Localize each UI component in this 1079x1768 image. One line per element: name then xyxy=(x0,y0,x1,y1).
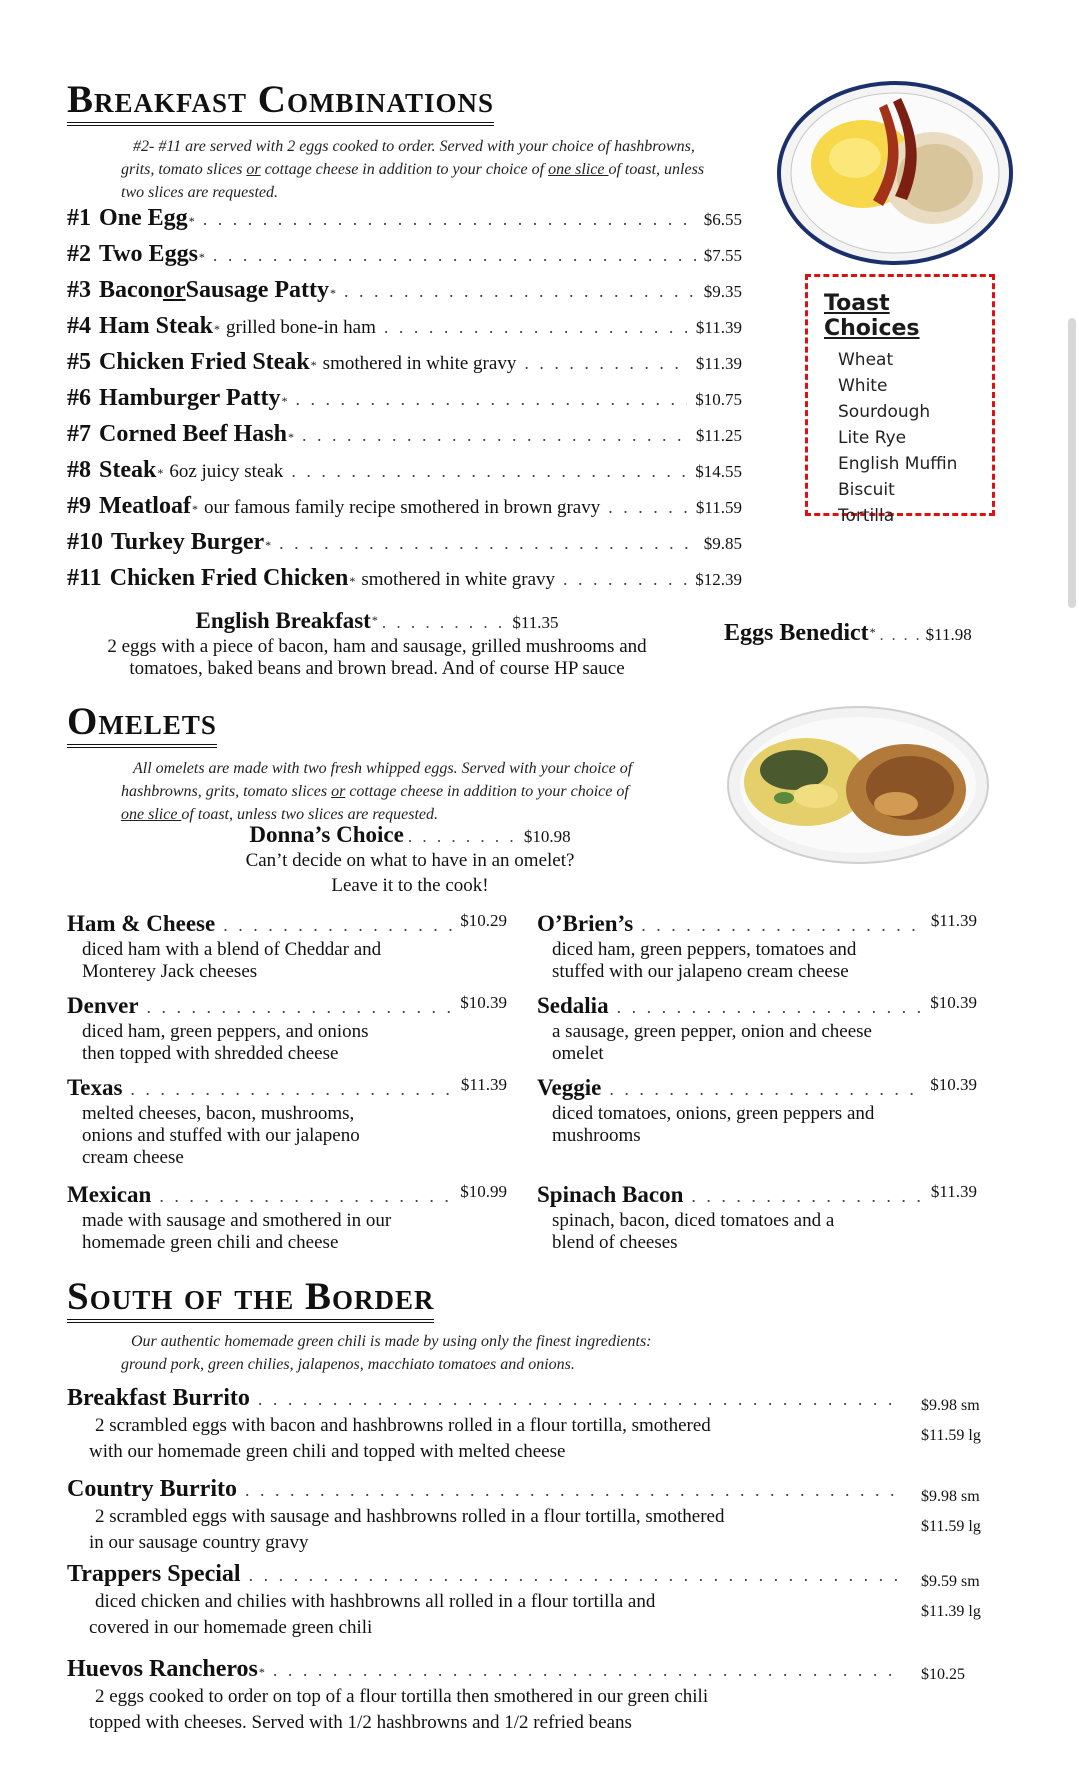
item-desc: diced ham, green peppers, and onions xyxy=(82,1021,369,1042)
toast-option: Sourdough xyxy=(838,402,931,422)
item-desc: onions and stuffed with our jalapeno xyxy=(82,1125,360,1146)
dot-leader xyxy=(147,997,453,1018)
menu-item xyxy=(67,457,742,493)
dot-leader xyxy=(273,1660,899,1681)
item-price: $11.25 xyxy=(695,426,742,445)
omelet-plate-photo xyxy=(724,700,992,870)
item-desc: diced chicken and chilies with hashbrowns all rolled in a flour tortilla and xyxy=(95,1591,656,1612)
item-name: Steak xyxy=(99,457,157,483)
item-number: #8 xyxy=(67,457,91,483)
star-icon: * xyxy=(265,538,272,552)
item-desc: made with sausage and smothered in our xyxy=(82,1210,392,1231)
dot-leader xyxy=(524,353,688,374)
dot-leader xyxy=(608,497,688,518)
dot-leader xyxy=(258,1389,899,1410)
toast-choices-box xyxy=(805,274,995,526)
item-number: #3 xyxy=(67,277,91,303)
item-desc: grilled bone-in ham xyxy=(226,317,376,338)
item-desc: homemade green chili and cheese xyxy=(82,1232,339,1253)
item-name: Donna’s Choice xyxy=(249,822,404,847)
price-large: $11.39 lg xyxy=(921,1603,981,1620)
item-price: $11.59 xyxy=(695,498,742,517)
intro-line: cottage cheese in addition to your choice of xyxy=(345,783,629,800)
item-price: $7.55 xyxy=(703,246,742,265)
toast-option: Lite Rye xyxy=(838,428,907,448)
menu-item xyxy=(67,385,742,421)
item-name: Turkey Burger xyxy=(111,529,265,555)
dot-leader xyxy=(384,317,688,338)
price-small: $9.98 sm xyxy=(921,1488,980,1505)
menu-item xyxy=(67,241,742,277)
intro-line: grits, tomato slices xyxy=(121,161,247,178)
item-name: Mexican xyxy=(67,1182,152,1207)
item-number: #2 xyxy=(67,241,91,267)
item-name: Hamburger Patty xyxy=(99,385,281,411)
omelets-intro xyxy=(121,757,721,826)
item-desc: a sausage, green pepper, onion and cheese xyxy=(552,1021,872,1042)
item-name: Chicken Fried Chicken xyxy=(109,565,349,591)
star-icon: * xyxy=(157,466,164,480)
section-title-breakfast: Breakfast Combinations xyxy=(67,78,494,126)
item-number: #6 xyxy=(67,385,91,411)
item-desc: diced ham with a blend of Cheddar and xyxy=(82,939,382,960)
item-name: Meatloaf xyxy=(99,493,191,519)
toast-option: Biscuit xyxy=(838,480,895,500)
item-name: Texas xyxy=(67,1075,123,1100)
item-desc: covered in our homemade green chili xyxy=(89,1617,373,1638)
item-name: Country Burrito xyxy=(67,1476,237,1502)
item-desc: 2 scrambled eggs with bacon and hashbrowns rolled in a flour tortilla, smothered xyxy=(95,1415,711,1436)
dot-leader: . . . . . . . . xyxy=(407,827,524,846)
item-desc: 2 eggs with a piece of bacon, ham and sausage, grilled mushrooms and xyxy=(107,636,647,657)
item-desc: topped with cheeses. Served with 1/2 hashbrowns and 1/2 refried beans xyxy=(89,1712,632,1733)
dot-leader xyxy=(279,533,696,554)
english-breakfast xyxy=(67,608,687,680)
menu-item xyxy=(67,349,742,385)
dot-leader xyxy=(691,1186,923,1207)
item-desc: then topped with shredded cheese xyxy=(82,1043,339,1064)
item-name: Chicken Fried Steak xyxy=(99,349,310,375)
item-name: Denver xyxy=(67,993,139,1018)
dot-leader xyxy=(159,1186,452,1207)
item-price: $10.39 xyxy=(930,1075,977,1094)
item-desc: 2 scrambled eggs with sausage and hashbrowns rolled in a flour tortilla, smothered xyxy=(95,1506,725,1527)
item-number: #11 xyxy=(67,565,102,591)
item-desc: our famous family recipe smothered in brown gravy xyxy=(203,497,601,518)
menu-item xyxy=(67,313,742,349)
item-price: $9.35 xyxy=(703,282,742,301)
dot-leader xyxy=(130,1079,452,1100)
item-name: Sedalia xyxy=(537,993,609,1018)
item-name: Ham & Cheese xyxy=(67,911,216,936)
item-name-or: or xyxy=(163,277,186,303)
item-name: O’Brien’s xyxy=(537,911,634,936)
item-number: #4 xyxy=(67,313,91,339)
omelet-item xyxy=(537,1182,977,1254)
intro-line: of toast, unless xyxy=(608,161,705,178)
item-price: $11.39 xyxy=(695,354,742,373)
item-price: $11.39 xyxy=(930,911,977,930)
item-price: $9.85 xyxy=(703,534,742,553)
item-name: One Egg xyxy=(99,205,188,231)
item-desc: omelet xyxy=(552,1043,604,1064)
south-intro xyxy=(121,1330,761,1376)
star-icon: * xyxy=(288,430,294,444)
intro-one-slice: one slice xyxy=(121,806,182,823)
dot-leader xyxy=(296,389,688,410)
item-desc: melted cheeses, bacon, mushrooms, xyxy=(82,1103,355,1124)
item-desc: in our sausage country gravy xyxy=(89,1532,309,1553)
south-item xyxy=(67,1656,1007,1735)
price-small: $9.98 sm xyxy=(921,1397,980,1414)
item-price: $11.35 xyxy=(512,613,559,632)
menu-item xyxy=(67,493,742,529)
donnas-choice xyxy=(170,822,650,898)
item-name: Breakfast Burrito xyxy=(67,1385,250,1411)
intro-line: #2- #11 are served with 2 eggs cooked to order. Served with your choice of hashbrowns, xyxy=(133,138,695,155)
item-price: $10.29 xyxy=(460,911,507,930)
star-icon: * xyxy=(281,394,288,408)
item-name: Spinach Bacon xyxy=(537,1182,684,1207)
star-icon: * xyxy=(198,250,205,264)
dot-leader xyxy=(203,209,696,230)
breakfast-intro xyxy=(121,135,771,204)
item-desc: diced ham, green peppers, tomatoes and xyxy=(552,939,857,960)
omelet-item xyxy=(67,1075,507,1169)
scrollbar-thumb[interactable] xyxy=(1068,318,1076,608)
item-price: $10.39 xyxy=(930,993,977,1012)
item-desc: mushrooms xyxy=(552,1125,641,1146)
south-item xyxy=(67,1476,1007,1555)
item-price: $10.99 xyxy=(460,1182,507,1201)
omelet-item xyxy=(67,1182,507,1254)
dot-leader xyxy=(213,245,696,266)
intro-line: All omelets are made with two fresh whipped eggs. Served with your choice of xyxy=(133,760,633,777)
dot-leader xyxy=(344,281,696,302)
star-icon: * xyxy=(258,1665,265,1679)
item-desc: Can’t decide on what to have in an omelet? xyxy=(245,850,575,871)
item-desc: diced tomatoes, onions, green peppers and xyxy=(552,1103,875,1124)
item-number: #10 xyxy=(67,529,103,555)
item-name: Two Eggs xyxy=(99,241,198,267)
item-name: Trappers Special xyxy=(67,1561,241,1587)
item-name: Bacon xyxy=(99,277,164,303)
item-name: Sausage Patty xyxy=(185,277,330,303)
menu-item xyxy=(67,205,742,241)
item-name: Eggs Benedict xyxy=(724,620,869,646)
star-icon: * xyxy=(330,286,337,300)
toast-option: White xyxy=(838,376,888,396)
menu-item xyxy=(67,421,742,457)
toast-option: English Muffin xyxy=(838,454,958,474)
omelet-item xyxy=(537,911,977,983)
omelet-item xyxy=(537,993,977,1065)
star-icon: * xyxy=(188,214,195,228)
intro-line: Our authentic homemade green chili is made by using only the finest ingredients: xyxy=(131,1333,652,1350)
intro-line: two slices are requested. xyxy=(121,184,279,201)
item-name: English Breakfast xyxy=(195,608,371,633)
price-small: $9.59 sm xyxy=(921,1573,980,1590)
item-desc: cream cheese xyxy=(82,1147,184,1168)
item-desc: smothered in white gravy xyxy=(361,569,556,590)
toast-option: Tortilla xyxy=(838,506,895,526)
item-name: Ham Steak xyxy=(99,313,213,339)
dot-leader xyxy=(641,915,923,936)
item-name: Corned Beef Hash xyxy=(99,421,287,447)
price-single: $10.25 xyxy=(921,1666,965,1683)
item-name: Veggie xyxy=(537,1075,602,1100)
item-desc: tomatoes, baked beans and brown bread. And of course HP sauce xyxy=(129,658,625,679)
item-desc: Monterey Jack cheeses xyxy=(82,961,258,982)
dot-leader xyxy=(563,569,687,590)
item-desc: stuffed with our jalapeno cream cheese xyxy=(552,961,849,982)
item-price: $10.39 xyxy=(460,993,507,1012)
menu-item xyxy=(67,529,742,565)
intro-line: ground pork, green chilies, jalapenos, macchiato tomatoes and onions. xyxy=(121,1356,575,1373)
eggs-benedict xyxy=(724,620,972,647)
item-number: #7 xyxy=(67,421,91,447)
star-icon: * xyxy=(349,574,356,588)
star-icon: * xyxy=(310,358,317,372)
item-price: $11.39 xyxy=(695,318,742,337)
item-desc: blend of cheeses xyxy=(552,1232,678,1253)
item-number: #1 xyxy=(67,205,91,231)
dot-leader xyxy=(223,915,452,936)
item-name: Huevos Rancheros xyxy=(67,1656,258,1682)
intro-one-slice: one slice xyxy=(548,161,609,178)
omelet-item xyxy=(67,993,507,1065)
item-desc: smothered in white gravy xyxy=(322,353,517,374)
intro-line: hashbrowns, grits, tomato slices xyxy=(121,783,332,800)
omelet-item xyxy=(67,911,507,983)
price-large: $11.59 lg xyxy=(921,1427,981,1444)
star-icon: * xyxy=(214,322,220,336)
dot-leader xyxy=(249,1565,899,1586)
item-number: #9 xyxy=(67,493,91,519)
menu-item xyxy=(67,565,742,601)
item-price: $11.98 xyxy=(925,625,972,644)
item-price: $14.55 xyxy=(695,462,742,481)
item-price: $11.39 xyxy=(930,1182,977,1201)
item-price: $10.75 xyxy=(695,390,742,409)
dot-leader xyxy=(617,997,923,1018)
dot-leader xyxy=(302,425,688,446)
dot-leader xyxy=(291,461,687,482)
star-icon: * xyxy=(869,625,876,639)
dot-leader: . . . . xyxy=(879,627,922,644)
breakfast-plate-photo xyxy=(775,78,1015,268)
breakfast-combo-list xyxy=(67,205,742,601)
dot-leader: . . . . . . . . . xyxy=(381,613,513,632)
star-icon: * xyxy=(191,502,198,516)
intro-or: or xyxy=(246,161,261,178)
price-large: $11.59 lg xyxy=(921,1518,981,1535)
item-number: #5 xyxy=(67,349,91,375)
item-desc: 2 eggs cooked to order on top of a flour tortilla then smothered in our green chili xyxy=(95,1686,709,1707)
item-price: $10.98 xyxy=(523,827,571,846)
item-price: $11.39 xyxy=(460,1075,507,1094)
item-desc: with our homemade green chili and topped with melted cheese xyxy=(89,1441,566,1462)
menu-item xyxy=(67,277,742,313)
south-item xyxy=(67,1385,1007,1464)
item-desc: 6oz juicy steak xyxy=(169,461,284,482)
intro-line: of toast, unless two slices are requested. xyxy=(181,806,438,823)
dot-leader xyxy=(609,1079,922,1100)
item-desc: spinach, bacon, diced tomatoes and a xyxy=(552,1210,835,1231)
intro-or: or xyxy=(331,783,346,800)
toast-choices-title: Toast Choices xyxy=(824,291,920,341)
section-title-omelets: Omelets xyxy=(67,700,217,748)
item-desc: Leave it to the cook! xyxy=(331,875,489,896)
omelet-item xyxy=(537,1075,977,1147)
south-item xyxy=(67,1561,1007,1640)
dot-leader xyxy=(245,1480,899,1501)
item-price: $6.55 xyxy=(703,210,742,229)
item-price: $12.39 xyxy=(695,570,742,589)
toast-option: Wheat xyxy=(838,350,894,370)
intro-line: cottage cheese in addition to your choice of xyxy=(260,161,549,178)
star-icon: * xyxy=(371,613,378,627)
section-title-south: South of the Border xyxy=(67,1275,434,1323)
